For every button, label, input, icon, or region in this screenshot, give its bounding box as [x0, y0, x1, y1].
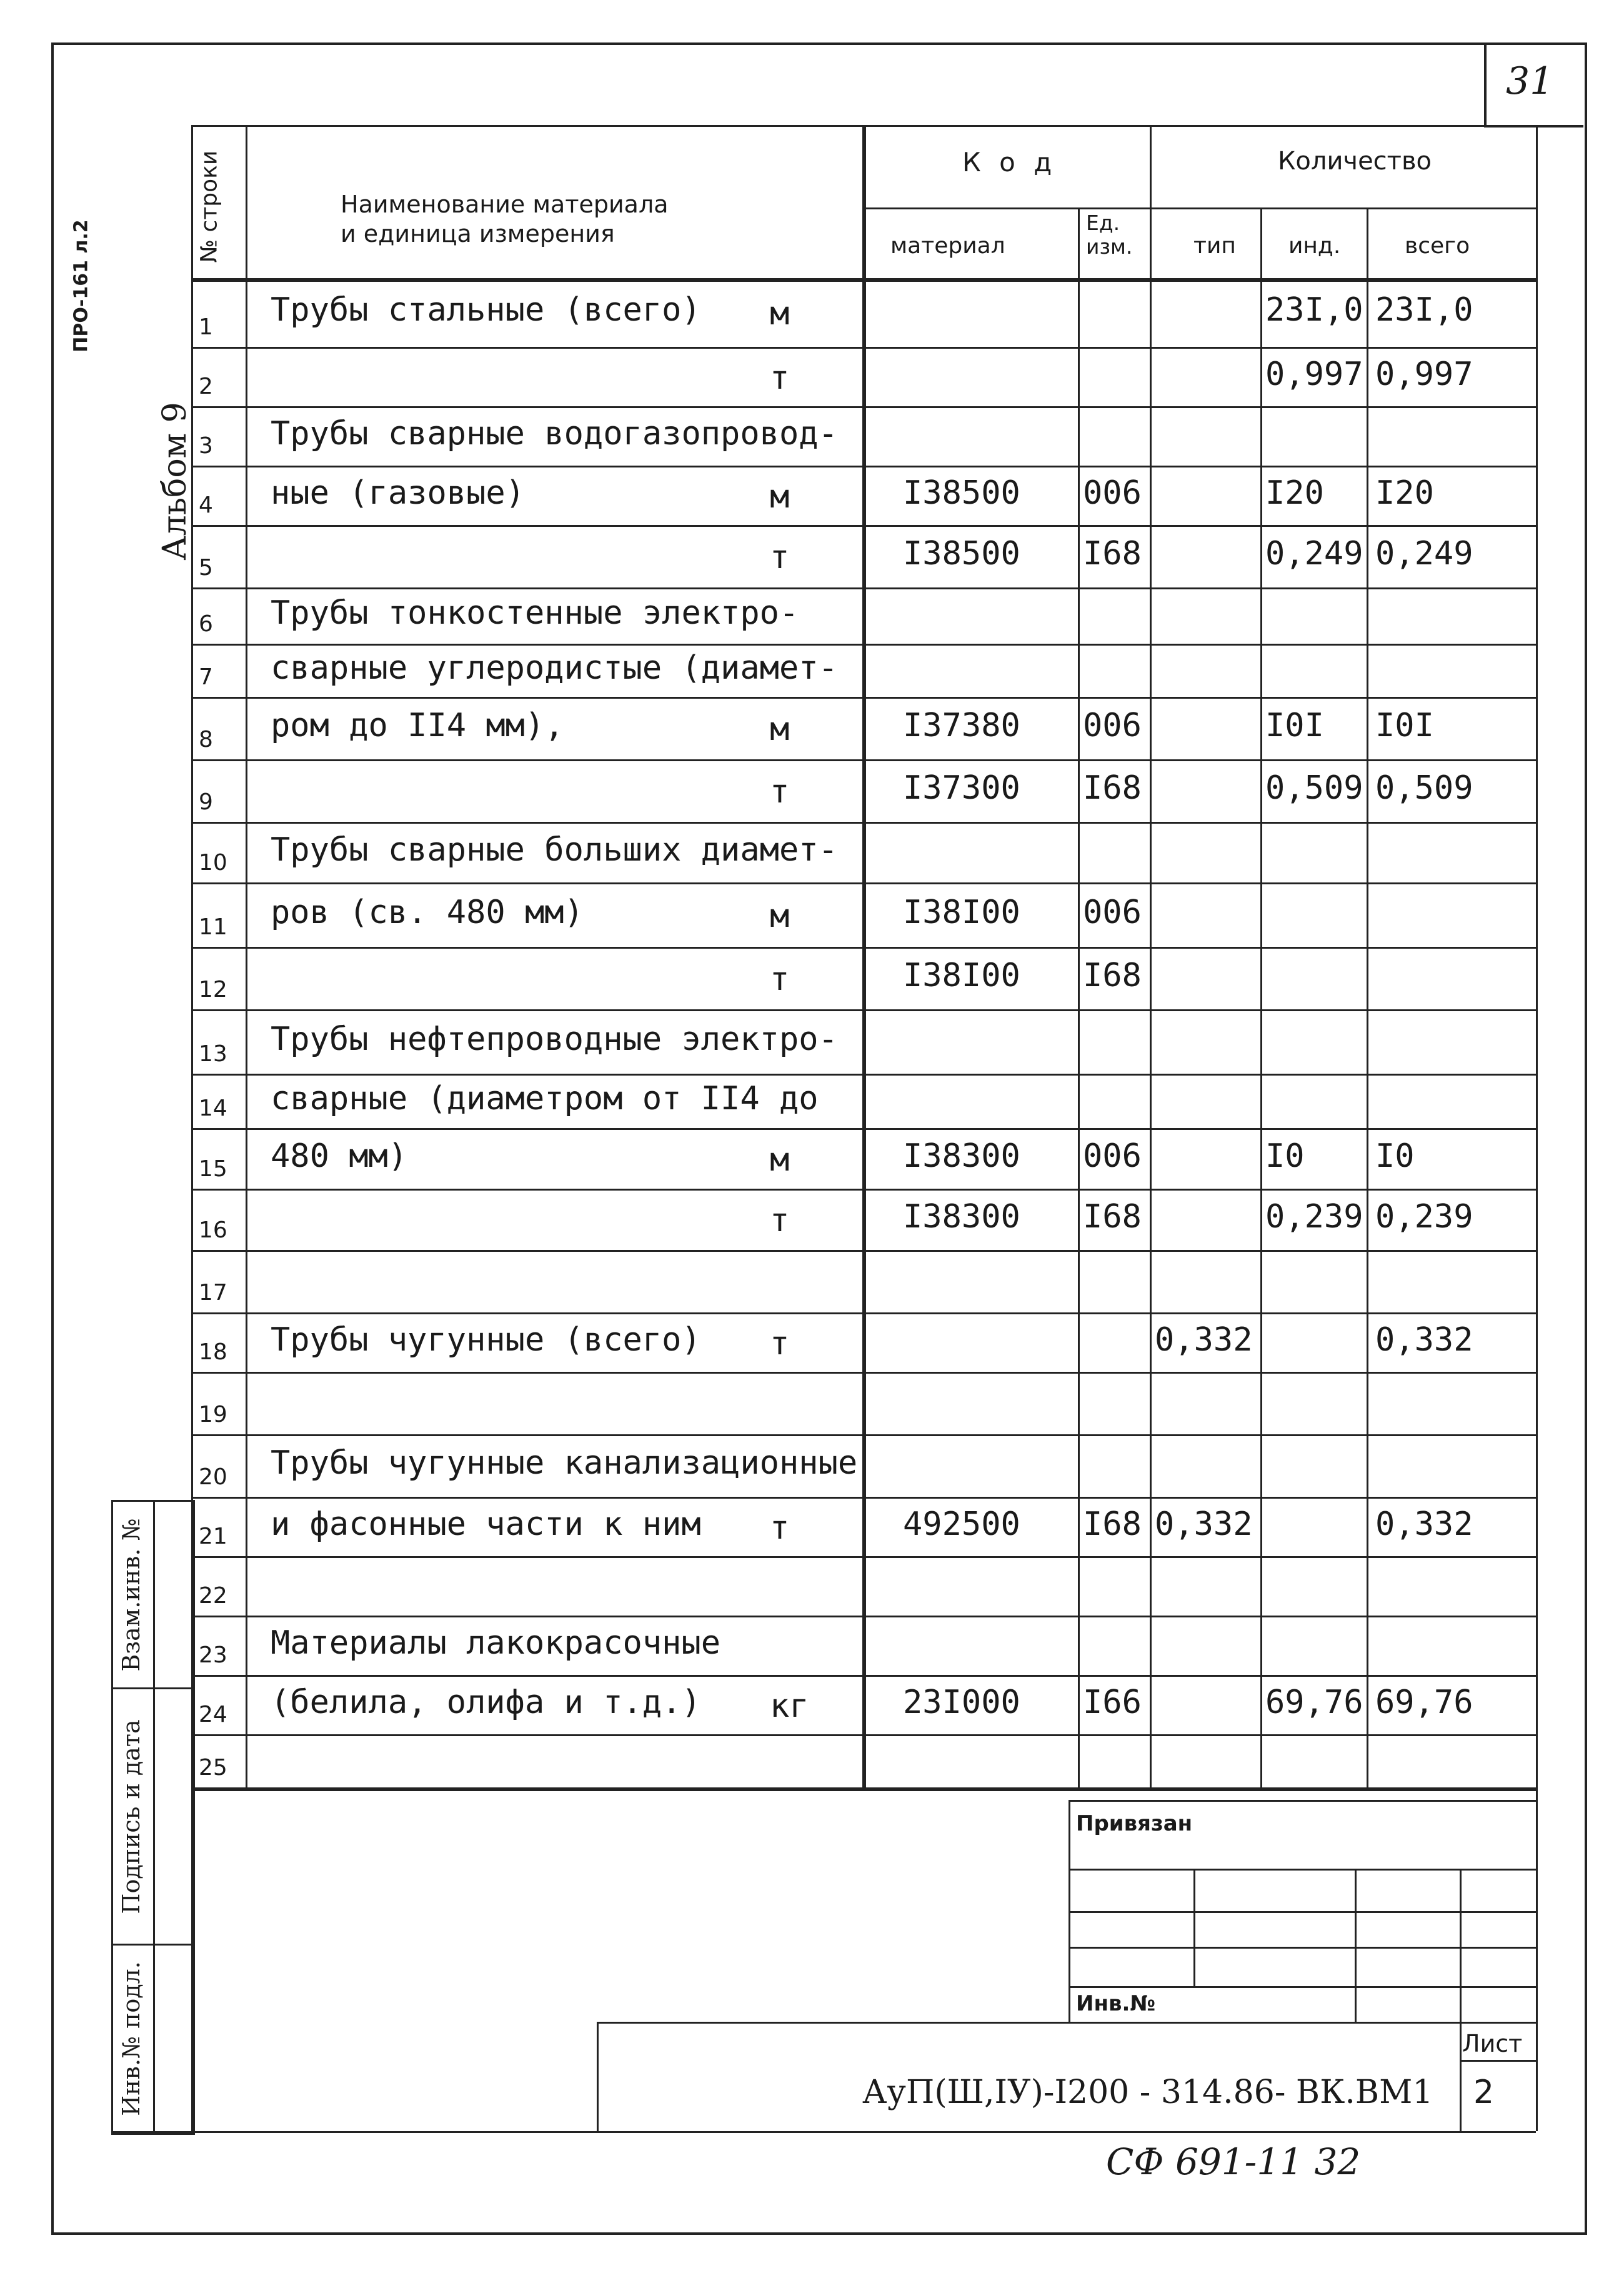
row-number: 25 — [199, 1755, 227, 1781]
row-number: 20 — [199, 1464, 227, 1490]
row-qty-ind: I0 — [1265, 1137, 1305, 1175]
row-material-code: I38300 — [903, 1198, 1020, 1236]
row-material-code: I37380 — [903, 707, 1020, 744]
header-unit: Ед. изм. — [1086, 211, 1133, 259]
row-unit-text: т — [770, 539, 790, 576]
row-unit-text: м — [770, 897, 790, 935]
row-number: 22 — [199, 1583, 227, 1609]
header-name-line1: Наименование материала — [341, 191, 669, 218]
row-qty-total: 69,76 — [1375, 1683, 1473, 1721]
row-number: 8 — [199, 727, 213, 752]
row-name: Трубы сварные водогазопровод- — [271, 414, 838, 452]
row-qty-ind: 23I,0 — [1265, 291, 1363, 329]
row-number: 5 — [199, 555, 213, 581]
header-material: материал — [890, 233, 1005, 259]
header-type: тип — [1193, 233, 1236, 259]
row-number: 24 — [199, 1702, 227, 1727]
row-unit-code: I68 — [1083, 535, 1142, 572]
row-unit-code: 006 — [1083, 1137, 1142, 1175]
row-unit-text: т — [770, 961, 790, 998]
row-unit-text: т — [770, 1324, 790, 1362]
row-qty-total: I0 — [1375, 1137, 1415, 1175]
row-number: 7 — [199, 664, 213, 690]
row-qty-total: 0,997 — [1375, 355, 1473, 393]
side-inv-podl: Инв.№ подл. — [117, 1961, 145, 2116]
row-material-code: 492500 — [903, 1505, 1020, 1543]
header-quantity: Количество — [1278, 147, 1432, 176]
row-unit-code: I68 — [1083, 769, 1142, 807]
row-unit-text: кг — [770, 1687, 809, 1725]
privyazan-label: Привязан — [1076, 1811, 1193, 1836]
row-qty-total: 0,239 — [1375, 1198, 1473, 1236]
row-material-code: I38500 — [903, 474, 1020, 512]
row-unit-text: м — [770, 477, 790, 516]
row-unit-code: 006 — [1083, 707, 1142, 744]
row-name: ров (св. 480 мм) — [271, 893, 584, 931]
row-unit-text: м — [770, 1141, 790, 1179]
row-number: 18 — [199, 1339, 227, 1365]
side-podpis: Подпись и дата — [117, 1719, 145, 1914]
row-number: 2 — [199, 374, 213, 399]
row-qty-total: 23I,0 — [1375, 291, 1473, 329]
row-number: 17 — [199, 1280, 227, 1306]
row-unit-text: т — [770, 1509, 790, 1547]
album-label: Альбом 9 — [156, 402, 194, 561]
sheet-number: 2 — [1473, 2074, 1495, 2111]
row-name: Трубы чугунные канализационные — [271, 1444, 858, 1482]
row-number: 10 — [199, 850, 227, 876]
row-number: 6 — [199, 611, 213, 637]
row-qty-ind: 0,509 — [1265, 769, 1363, 807]
header-total: всего — [1405, 233, 1470, 259]
row-material-code: I38300 — [903, 1137, 1020, 1175]
row-number: 23 — [199, 1642, 227, 1668]
row-name: 480 мм) — [271, 1137, 408, 1175]
row-unit-text: м — [770, 295, 790, 332]
row-qty-ind: 0,997 — [1265, 355, 1363, 393]
side-vzam: Взам.инв. № — [117, 1518, 145, 1672]
row-unit-text: т — [770, 359, 790, 397]
row-number: 11 — [199, 914, 227, 940]
row-number: 14 — [199, 1096, 227, 1121]
row-qty-ind: I0I — [1265, 707, 1324, 744]
row-material-code: I38I00 — [903, 957, 1020, 994]
row-name: ные (газовые) — [271, 474, 525, 512]
row-qty-total: 0,249 — [1375, 535, 1473, 572]
row-unit-code: 006 — [1083, 893, 1142, 931]
row-number: 16 — [199, 1217, 227, 1243]
row-qty-ind: I20 — [1265, 474, 1324, 512]
row-number: 21 — [199, 1524, 227, 1549]
document-designation: АуП(Ш,IУ)-I200 - 314.86- ВК.ВМ1 — [862, 2074, 1433, 2111]
row-qty-ind: 0,249 — [1265, 535, 1363, 572]
row-unit-code: 006 — [1083, 474, 1142, 512]
row-qty-total: I0I — [1375, 707, 1434, 744]
row-number: 12 — [199, 977, 227, 1002]
row-number: 1 — [199, 314, 213, 340]
row-name: ром до II4 мм), — [271, 707, 564, 744]
row-name: сварные (диаметром от II4 до — [271, 1079, 819, 1117]
row-number: 4 — [199, 492, 213, 518]
row-name: и фасонные части к ним — [271, 1505, 701, 1543]
row-qty-total: 0,332 — [1375, 1505, 1473, 1543]
bottom-code: СФ 691-11 32 — [1106, 2141, 1361, 2183]
row-material-code: I37300 — [903, 769, 1020, 807]
project-code: ПРО-161 л.2 — [70, 219, 92, 352]
row-material-code: I38500 — [903, 535, 1020, 572]
header-code: К о д — [962, 147, 1057, 177]
row-unit-code: I68 — [1083, 1198, 1142, 1236]
row-name: Материалы лакокрасочные — [271, 1624, 721, 1662]
row-number: 3 — [199, 433, 213, 459]
row-unit-code: I66 — [1083, 1683, 1142, 1721]
header-ind: инд. — [1288, 233, 1341, 259]
row-material-code: 23I000 — [903, 1683, 1020, 1721]
corner-number: 31 — [1506, 59, 1554, 103]
row-number: 13 — [199, 1041, 227, 1067]
row-unit-code: I68 — [1083, 957, 1142, 994]
row-material-code: I38I00 — [903, 893, 1020, 931]
row-unit-code: I68 — [1083, 1505, 1142, 1543]
row-number: 15 — [199, 1156, 227, 1182]
row-number: 19 — [199, 1402, 227, 1427]
row-number: 9 — [199, 789, 213, 815]
row-name: сварные углеродистые (диамет- — [271, 649, 838, 687]
row-qty-ind: 69,76 — [1265, 1683, 1363, 1721]
row-unit-text: т — [770, 1202, 790, 1239]
row-unit-text: т — [770, 773, 790, 811]
row-name: Трубы стальные (всего) — [271, 291, 701, 329]
inv-no-label: Инв.№ — [1076, 1991, 1156, 2016]
row-name: Трубы сварные больших диамет- — [271, 831, 838, 869]
row-qty-type: 0,332 — [1155, 1505, 1253, 1543]
row-qty-ind: 0,239 — [1265, 1198, 1363, 1236]
row-name: Трубы тонкостенные электро- — [271, 594, 799, 632]
row-qty-type: 0,332 — [1155, 1321, 1253, 1359]
row-unit-text: м — [770, 711, 790, 748]
row-qty-total: 0,509 — [1375, 769, 1473, 807]
sheet-label: Лист — [1462, 2030, 1523, 2057]
row-qty-total: I20 — [1375, 474, 1434, 512]
row-qty-total: 0,332 — [1375, 1321, 1473, 1359]
row-name: Трубы чугунные (всего) — [271, 1321, 701, 1359]
header-row-no: № строки — [196, 150, 222, 263]
row-name: Трубы нефтепроводные электро- — [271, 1020, 838, 1058]
header-name-line2: и единица измерения — [341, 220, 615, 247]
row-name: (белила, олифа и т.д.) — [271, 1683, 701, 1721]
